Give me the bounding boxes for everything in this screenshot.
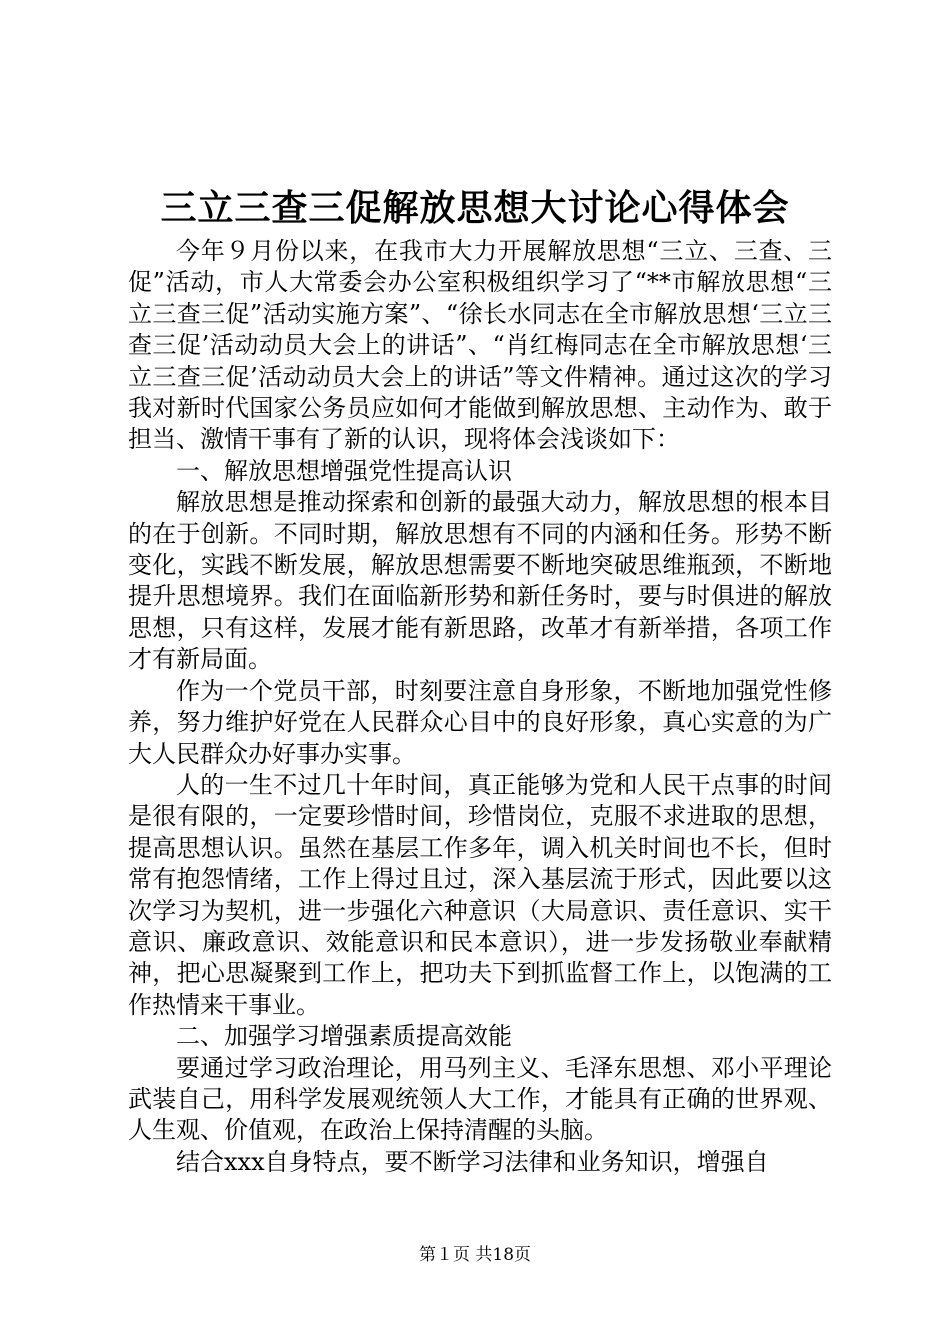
section-heading-2: 二、加强学习增强素质提高效能 [176,1022,512,1051]
section-heading-1: 一、解放思想增强党性提高认识 [176,456,512,485]
document-body [128,236,832,1178]
paragraph: 要通过学习政治理论，用马列主义、毛泽东思想、邓小平理论武装自己，用科学发展观统领人大工作，才能具有正确的世界观、人生观、价值观，在政治上保持清醒的头脑。 [128,1053,832,1145]
paragraph: 解放思想是推动探索和创新的最强大动力，解放思想的根本目的在于创新。不同时期，解放思想有不同的内涵和任务。形势不断变化，实践不断发展，解放思想需要不断地突破思维瓶颈，不断地提升思想境界。我们在面临新形势和新任务时，要与时俱进的解放思想，只有这样，发展才能有新思路，改革才有新举措，各项工作才有新局面。 [128,488,832,674]
paragraph-intro: 今年９月份以来，在我市大力开展解放思想“三立、三查、三促”活动，市人大常委会办公室积极组织学习了“**市解放思想“三立三查三促”活动实施方案”、“徐长水同志在全市解放思想‘三立三查三促’活动动员大会上的讲话”、“肖红梅同志在全市解放思想‘三立三查三促’活动动员大会上的讲话”等文件精神。通过这次的学习我对新时代国家公务员应如何才能做到解放思想、主动作为、敢于担当、激情干事有了新的认识，现将体会浅谈如下： [128,237,832,454]
paragraph: 作为一个党员干部，时刻要注意自身形象，不断地加强党性修养，努力维护好党在人民群众心目中的良好形象，真心实意的为广大人民群众办好事办实事。 [128,676,832,768]
document-title: 三立三查三促解放思想大讨论心得体会 [160,187,790,229]
page-number-footer: 第１页 共18页 [418,1245,532,1265]
paragraph: 结合xxx自身特点，要不断学习法律和业务知识，增强自 [176,1147,769,1176]
paragraph: 人的一生不过几十年时间，真正能够为党和人民干点事的时间是很有限的，一定要珍惜时间，珍惜岗位，克服不求进取的思想，提高思想认识。虽然在基层工作多年，调入机关时间也不长，但时常有抱怨情绪，工作上得过且过，深入基层流于形式，因此要以这次学习为契机，进一步强化六种意识（大局意识、责任意识、实干意识、廉政意识、效能意识和民本意识），进一步发扬敬业奉献精神，把心思凝聚到工作上，把功夫下到抓监督工作上，以饱满的工作热情来干事业。 [128,770,832,1019]
